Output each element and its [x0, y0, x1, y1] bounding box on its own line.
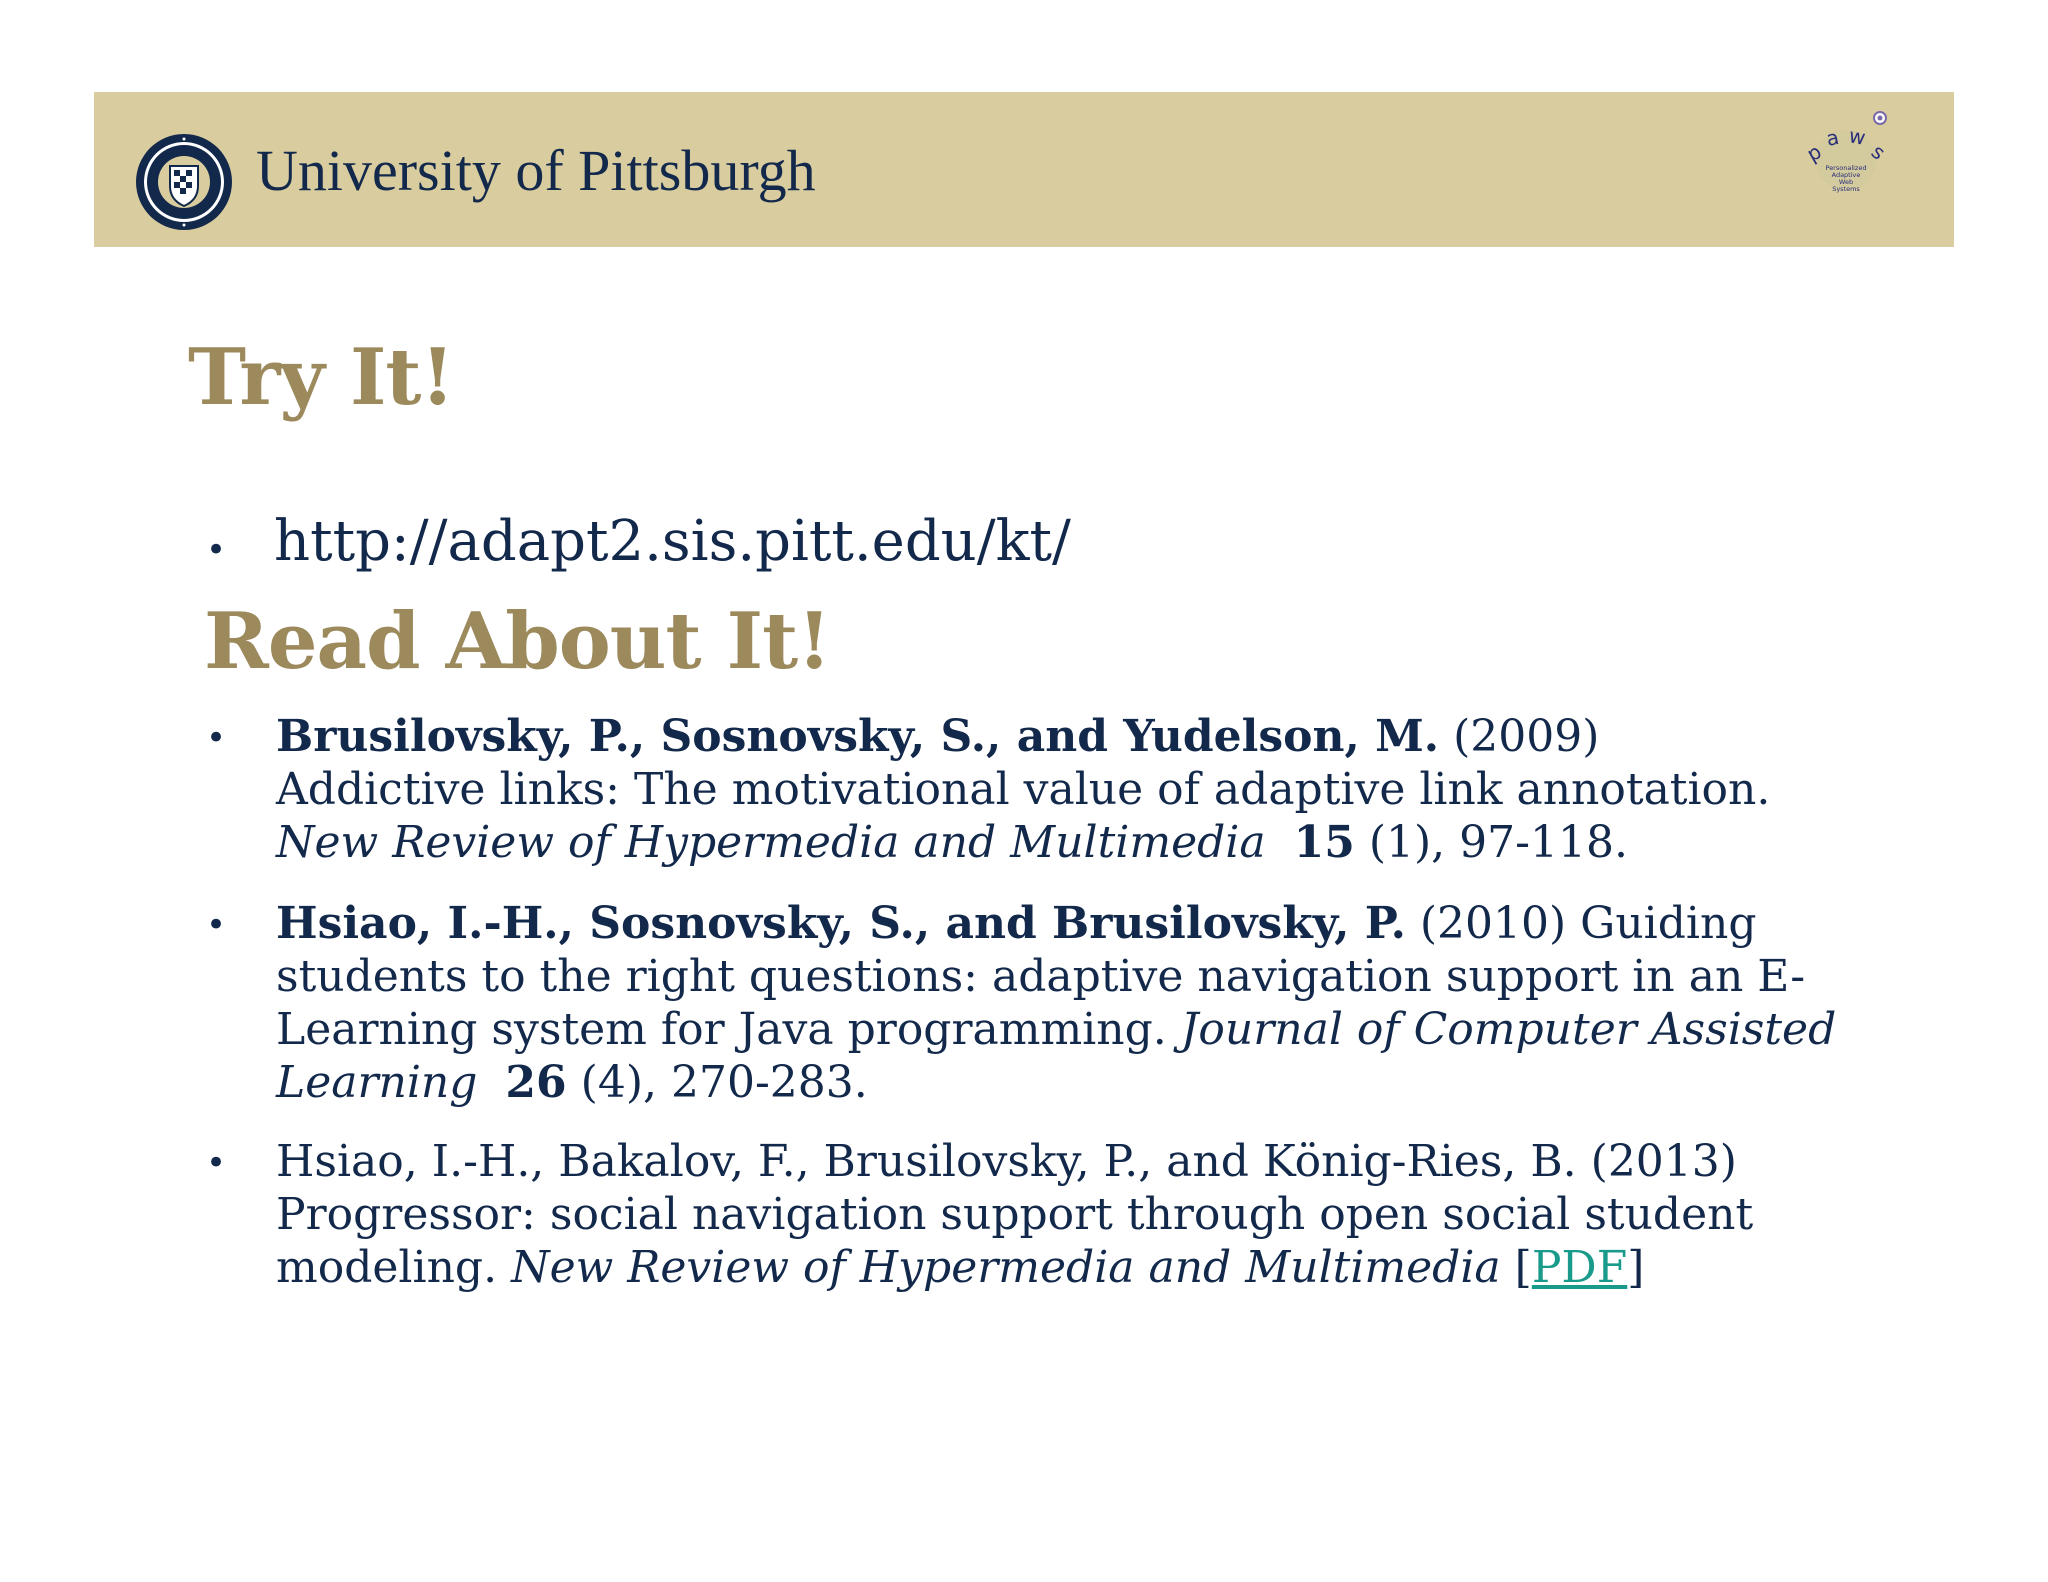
- ref-journal: Journal of Computer Assisted: [1180, 1004, 1837, 1055]
- svg-text:Web: Web: [1838, 178, 1854, 186]
- ref-volume: 15: [1293, 817, 1355, 868]
- ref-pages: (1), 97-118.: [1368, 817, 1628, 868]
- ref-authors: Brusilovsky, P., Sosnovsky, S., and Yudelson, M.: [276, 711, 1440, 762]
- ref-authors: Hsiao, I.-H., Bakalov, F., Brusilovsky, P., and König-Ries, B. (2013): [276, 1136, 1737, 1187]
- ref-title: students to the right questions: adaptive navigation support in an E-: [276, 951, 1806, 1002]
- try-url-text: http://adapt2.sis.pitt.edu/kt/: [274, 509, 1071, 574]
- ref-year: (2009): [1453, 711, 1600, 762]
- ref-journal-cont: Learning: [276, 1057, 478, 1108]
- svg-text:Personalized: Personalized: [1825, 164, 1867, 172]
- svg-text:s: s: [1866, 139, 1891, 165]
- bullet-icon: •: [206, 530, 227, 570]
- svg-text:p: p: [1802, 139, 1826, 167]
- ref-pages: (4), 270-283.: [580, 1057, 868, 1108]
- university-name: University of Pittsburgh: [256, 138, 816, 203]
- svg-text:a: a: [1824, 124, 1842, 151]
- bracket-open: [: [1514, 1242, 1532, 1293]
- ref-title: Addictive links: The motivational value of adaptive link annotation.: [276, 764, 1771, 815]
- svg-text:w: w: [1847, 123, 1868, 150]
- ref-journal: New Review of Hypermedia and Multimedia: [276, 817, 1266, 868]
- svg-text:Systems: Systems: [1832, 185, 1860, 193]
- university-seal-icon: [134, 132, 234, 232]
- ref-volume: 26: [505, 1057, 567, 1108]
- ref-title-cont: modeling.: [276, 1242, 498, 1293]
- bullet-icon: •: [206, 718, 227, 758]
- ref-journal: New Review of Hypermedia and Multimedia: [511, 1242, 1501, 1293]
- try-it-heading: Try It!: [188, 332, 454, 423]
- svg-text:Adaptive: Adaptive: [1831, 171, 1861, 179]
- bullet-icon: •: [206, 905, 227, 945]
- paws-logo-icon: [1798, 104, 1898, 204]
- bracket-close: ]: [1627, 1242, 1645, 1293]
- read-about-it-heading: Read About It!: [204, 596, 831, 687]
- reference-item: [276, 897, 1836, 1109]
- ref-authors: Hsiao, I.-H., Sosnovsky, S., and Brusilovsky, P.: [276, 898, 1406, 949]
- pdf-link[interactable]: PDF: [1531, 1242, 1628, 1293]
- reference-item: [276, 710, 1836, 869]
- ref-title-cont: Learning system for Java programming.: [276, 1004, 1167, 1055]
- reference-item: [276, 1135, 1836, 1294]
- bullet-icon: •: [206, 1143, 227, 1183]
- ref-year-title: (2010) Guiding: [1419, 898, 1757, 949]
- ref-title: Progressor: social navigation support through open social student: [276, 1189, 1754, 1240]
